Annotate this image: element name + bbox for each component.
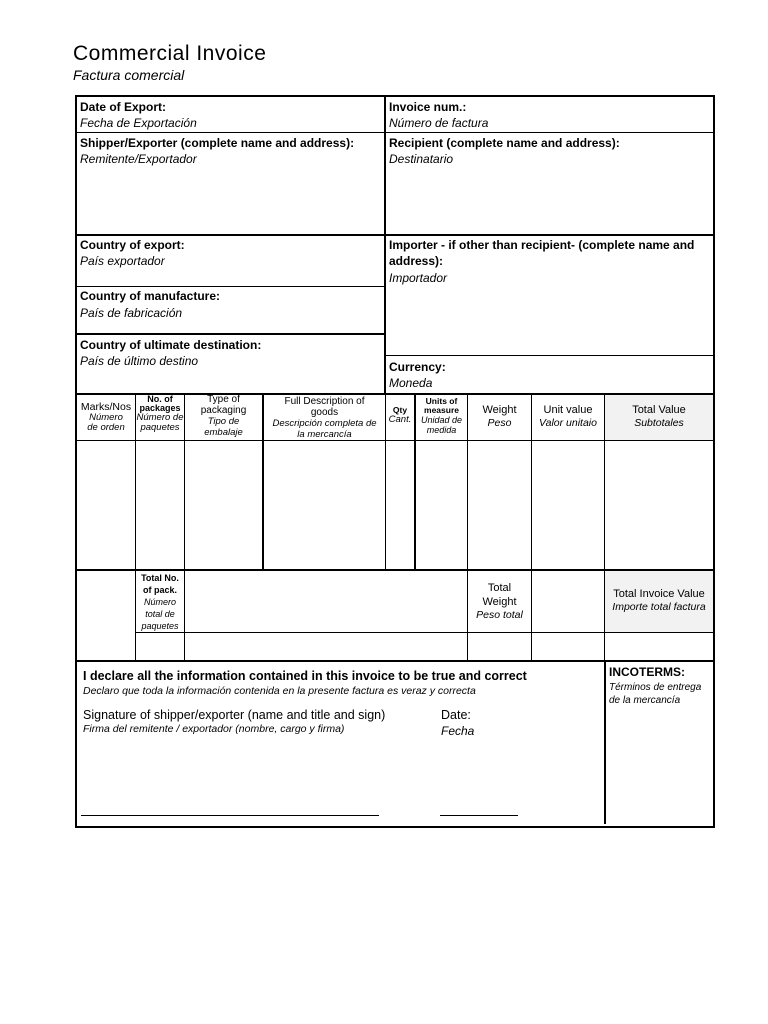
- divider: [77, 132, 385, 133]
- divider: [136, 632, 713, 633]
- invoice-num-label: Invoice num.:: [389, 100, 467, 114]
- page-subtitle: Factura comercial: [73, 67, 185, 83]
- declaration-label: I declare all the information contained in this invoice to be true and correct: [83, 669, 527, 683]
- shipper-sub: Remitente/Exportador: [80, 152, 197, 166]
- total-invoice-value-cell: [605, 588, 713, 614]
- country-export-sub: País exportador: [80, 254, 165, 268]
- col-header-weight: [468, 404, 531, 430]
- col-header-units: [416, 397, 467, 435]
- col-header-units-sub: Unidad de medida: [420, 415, 463, 435]
- shipper-label: Shipper/Exporter (complete name and address):: [80, 136, 355, 150]
- divider: [77, 569, 713, 571]
- recipient-sub: Destinatario: [389, 152, 454, 166]
- col-header-marks: [77, 402, 135, 433]
- divider: [77, 660, 713, 662]
- divider: [77, 333, 385, 335]
- col-header-packaging-label: Type of packaging: [200, 394, 247, 416]
- col-header-packages-label: No. of packages: [139, 394, 181, 413]
- recipient-label: Recipient (complete name and address):: [389, 136, 620, 150]
- col-header-total-value-label: Total Value: [632, 404, 686, 416]
- col-header-unit-value: [532, 404, 604, 430]
- incoterms-sub: Términos de entrega de la mercancía: [609, 682, 702, 706]
- country-export-label: Country of export:: [80, 238, 185, 252]
- col-header-packaging-sub: Tipo de embalaje: [204, 416, 243, 438]
- importer-label: Importer - if other than recipient- (complete name and address):: [389, 238, 695, 268]
- incoterms-divider: [604, 661, 606, 824]
- col-header-packaging: [185, 394, 262, 438]
- divider: [77, 286, 385, 287]
- col-header-weight-sub: Peso: [487, 417, 512, 429]
- col-header-marks-sub: Número de orden: [87, 412, 125, 433]
- col-header-description-sub: Descripción completa de la mercancía: [272, 418, 377, 440]
- col-header-qty-sub: Cant.: [388, 414, 412, 425]
- currency-label: Currency:: [389, 360, 446, 374]
- total-invoice-value-sub: Importe total factura: [612, 601, 706, 613]
- total-weight-cell: [468, 581, 531, 622]
- country-manufacture-sub: País de fabricación: [80, 306, 183, 320]
- col-header-marks-label: Marks/Nos: [80, 401, 132, 413]
- column-divider: [604, 395, 605, 660]
- date-line[interactable]: [440, 815, 518, 816]
- country-manufacture-label: Country of manufacture:: [80, 289, 221, 303]
- col-header-units-label: Units of measure: [424, 396, 459, 415]
- total-weight-label: Total Weight: [482, 582, 517, 608]
- col-header-packages-sub: Número de paquetes: [136, 412, 184, 433]
- total-packages-sub: Número total de paquetes: [141, 597, 179, 631]
- declaration-sub: Declaro que toda la información contenida en la presente factura es veraz y correcta: [83, 685, 476, 697]
- col-header-unit-value-label: Unit value: [543, 404, 593, 416]
- date-of-export-sub: Fecha de Exportación: [80, 116, 197, 130]
- country-destination-sub: País de último destino: [80, 354, 199, 368]
- currency-sub: Moneda: [389, 376, 433, 390]
- invoice-num-sub: Número de factura: [389, 116, 489, 130]
- total-weight-sub: Peso total: [476, 609, 523, 621]
- col-header-packages: [136, 395, 184, 433]
- total-packages-cell: [136, 572, 184, 632]
- signature-label: Signature of shipper/exporter (name and title and sign): [83, 708, 386, 722]
- incoterms-label: INCOTERMS:: [609, 665, 685, 679]
- col-header-description-label: Full Description of goods: [284, 396, 365, 418]
- col-header-weight-label: Weight: [482, 404, 517, 416]
- signature-line[interactable]: [81, 815, 379, 816]
- col-header-description: [264, 396, 385, 440]
- country-destination-label: Country of ultimate destination:: [80, 338, 262, 352]
- total-packages-label: Total No. of pack.: [141, 573, 179, 595]
- date-of-export-label: Date of Export:: [80, 100, 167, 114]
- signature-sub: Firma del remitente / exportador (nombre, cargo y firma): [83, 723, 345, 735]
- column-divider: [531, 395, 532, 660]
- col-header-total-value-sub: Subtotales: [634, 417, 684, 429]
- page-title: Commercial Invoice: [73, 42, 267, 65]
- divider: [77, 440, 713, 441]
- top-center-divider: [384, 97, 386, 394]
- date-sub: Fecha: [441, 724, 475, 738]
- divider: [385, 132, 713, 133]
- date-label: Date:: [441, 708, 471, 722]
- importer-sub: Importador: [389, 271, 448, 285]
- col-header-qty-label: Qty: [392, 405, 408, 415]
- divider: [385, 355, 713, 356]
- total-invoice-value-label: Total Invoice Value: [613, 588, 705, 600]
- col-header-qty: [386, 405, 414, 425]
- col-header-total-value: [605, 404, 713, 430]
- divider: [77, 234, 713, 236]
- col-header-unit-value-sub: Valor unitaio: [539, 417, 597, 429]
